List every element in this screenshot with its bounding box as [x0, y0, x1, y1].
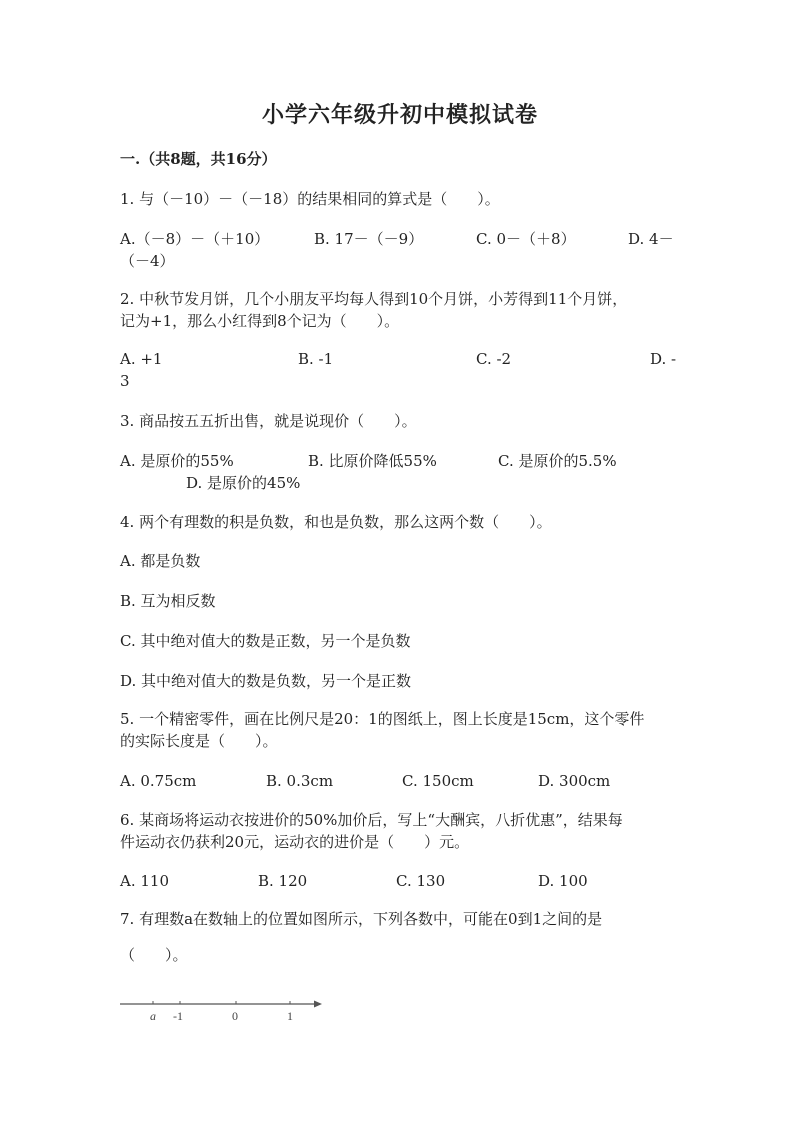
question-4-option-b[interactable]: B. 互为相反数: [120, 592, 216, 610]
question-2-option-d[interactable]: D. -: [650, 350, 677, 368]
question-5-stem-line1: 5. 一个精密零件，画在比例尺是20：1的图纸上，图上长度是15cm，这个零件: [120, 710, 645, 728]
question-1-option-d[interactable]: D. 4－: [628, 230, 674, 248]
question-2-stem-line2: 记为+1，那么小红得到8个记为（ ）。: [120, 312, 400, 330]
question-1-option-c[interactable]: C. 0－（＋8）: [476, 230, 576, 248]
question-1-option-b[interactable]: B. 17－（－9）: [314, 230, 424, 248]
label-minus-1: -1: [173, 1009, 183, 1023]
number-line-figure: [118, 994, 328, 1026]
question-1-option-a[interactable]: A.（－8）－（＋10）: [120, 230, 270, 248]
label-a: a: [150, 1009, 156, 1023]
question-4-option-c[interactable]: C. 其中绝对值大的数是正数，另一个是负数: [120, 632, 411, 650]
question-2-option-c[interactable]: C. -2: [476, 350, 512, 368]
question-6-option-b[interactable]: B. 120: [258, 872, 308, 890]
question-2-stem-line1: 2. 中秋节发月饼，几个小朋友平均每人得到10个月饼，小芳得到11个月饼，: [120, 290, 628, 308]
question-5-option-b[interactable]: B. 0.3cm: [266, 772, 334, 790]
question-4-option-d[interactable]: D. 其中绝对值大的数是负数，另一个是正数: [120, 672, 412, 690]
question-3-option-d[interactable]: D. 是原价的45%: [186, 474, 301, 492]
question-4-stem: 4. 两个有理数的积是负数，和也是负数，那么这两个数（ ）。: [120, 513, 552, 531]
label-1: 1: [287, 1009, 293, 1023]
question-2-option-a[interactable]: A. +1: [120, 350, 163, 368]
question-2-option-b[interactable]: B. -1: [298, 350, 334, 368]
question-3-option-a[interactable]: A. 是原价的55%: [120, 452, 234, 470]
question-3-option-b[interactable]: B. 比原价降低55%: [308, 452, 437, 470]
question-1-option-d-cont: （－4）: [120, 252, 175, 270]
page-title: 小学六年级升初中模拟试卷: [261, 102, 538, 128]
question-7-stem-line1: 7. 有理数a在数轴上的位置如图所示，下列各数中，可能在0到1之间的是: [120, 910, 603, 928]
question-3-stem: 3. 商品按五五折出售，就是说现价（ ）。: [120, 412, 417, 430]
question-6-stem-line2: 件运动衣仍获利20元，运动衣的进价是（ ）元。: [120, 833, 470, 851]
question-6-option-d[interactable]: D. 100: [538, 872, 588, 890]
question-5-stem-line2: 的实际长度是（ ）。: [120, 732, 278, 750]
question-1-stem: 1. 与（－10）－（－18）的结果相同的算式是（ ）。: [120, 190, 500, 208]
number-line-arrow: [314, 1001, 322, 1008]
question-3-option-c[interactable]: C. 是原价的5.5%: [498, 452, 617, 470]
question-6-stem-line1: 6. 某商场将运动衣按进价的50%加价后，写上“大酬宾，八折优惠”，结果每: [120, 811, 623, 829]
question-6-option-a[interactable]: A. 110: [120, 872, 169, 890]
question-7-stem-line2: （ ）。: [120, 946, 188, 964]
question-5-option-a[interactable]: A. 0.75cm: [120, 772, 197, 790]
question-2-option-d-cont: 3: [120, 372, 130, 390]
question-5-option-d[interactable]: D. 300cm: [538, 772, 611, 790]
question-4-option-a[interactable]: A. 都是负数: [120, 552, 201, 570]
question-6-option-c[interactable]: C. 130: [396, 872, 446, 890]
section-heading: 一.（共8题，共16分）: [120, 150, 277, 168]
label-0: 0: [232, 1009, 238, 1023]
question-5-option-c[interactable]: C. 150cm: [402, 772, 474, 790]
